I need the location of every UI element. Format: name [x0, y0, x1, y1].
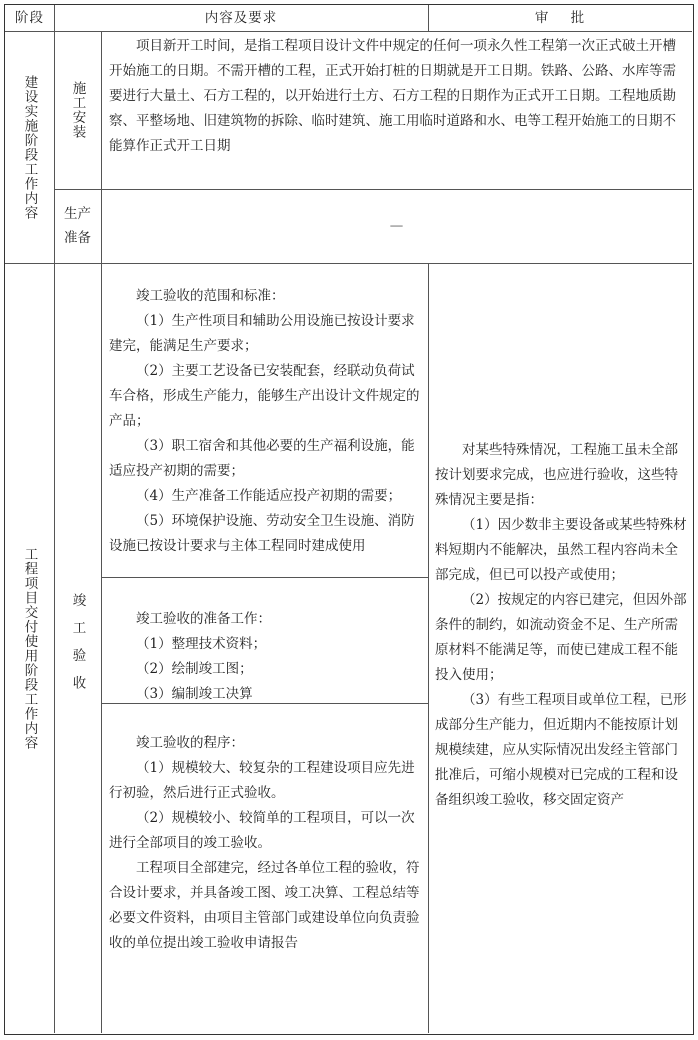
review-line: 对某些特殊情况，工程施工虽未全部按计划要求完成，也应进行验收，这些特殊情况主要是指： — [435, 442, 678, 508]
block3-line: （2）规模较小、较简单的工程项目，可以一次进行全部项目的竣工验收。 — [109, 810, 415, 851]
section1-sub-construction: 施工安装 — [69, 81, 86, 139]
header-divider — [5, 31, 692, 32]
block2-line: （3）编制竣工决算 — [136, 686, 253, 702]
acceptance-procedure-block — [109, 731, 423, 956]
block-divider-1 — [101, 577, 428, 578]
block2-line: （2）绘制竣工图； — [136, 661, 253, 677]
block1-line: 竣工验收的范围和标准： — [136, 288, 285, 304]
block2-line: 竣工验收的准备工作： — [136, 611, 271, 627]
header-content: 内容及要求 — [204, 9, 278, 26]
block3-line: 竣工验收的程序： — [136, 735, 244, 751]
block1-line: （2）主要工艺设备已安装配套，经联动负荷试车合格，形成生产能力，能够生产出设计文件规定的产品； — [109, 363, 420, 429]
acceptance-preparation-block — [109, 607, 423, 707]
section2-sub-acceptance: 竣工验收 — [69, 593, 86, 703]
review-line: （2）按规定的内容已建完，但因外部条件的制约，如流动资金不足、生产所需原材料不能满足等，而使已建成工程不能投入使用； — [435, 592, 687, 683]
header-review: 审 批 — [534, 9, 586, 26]
block1-line: （4）生产准备工作能适应投产初期的需要； — [136, 488, 402, 504]
section1-stage: 建设实施阶段工作内容 — [21, 74, 38, 220]
block3-line: 工程项目全部建完，经过各单位工程的验收，符合设计要求，并具备竣工图、竣工决算、工程总结等必要文件资料，由项目主管部门或建设单位向负责验收的单位提出竣工验收申请报告 — [109, 860, 420, 951]
col-divider-sub — [101, 31, 102, 1033]
acceptance-scope-block — [109, 284, 423, 559]
review-text-block — [435, 438, 687, 813]
preparation-text: — — [389, 217, 404, 234]
review-line: （1）因少数非主要设备或某些特殊材料短期内不能解决，虽然工程内容尚未全部完成，但已可以投产或使用； — [435, 517, 687, 583]
construction-text: 项目新开工时间，是指工程项目设计文件中规定的任何一项永久性工程第一次正式破土开槽开始施工的日期。不需开槽的工程，正式开始打桩的日期就是开工日期。铁路、公路、水库等需要进行大量土、石方工程的，以开始进行土方、石方工程的日期作为正式开工日期。工程地质勘察、平整场地、旧建筑物的拆除、临时建筑、施工用临时道路和水、电等工程开始施工的日期不能算作正式开工日期 — [109, 38, 676, 154]
block3-line: （1）规模较大、较复杂的工程建设项目应先进行初验，然后进行正式验收。 — [109, 760, 415, 801]
header-stage: 阶段 — [15, 9, 44, 26]
requirements-table — [4, 4, 694, 1035]
col-divider-review — [428, 263, 429, 1033]
review-line: （3）有些工程项目或单位工程，已形成部分生产能力，但近期内不能按原计划规模续建，应从实际情况出发经主管部门批准后，可缩小规模对已完成的工程和设备组织竣工验收，移交固定资产 — [435, 692, 687, 808]
block1-line: （1）生产性项目和辅助公用设施已按设计要求建完，能满足生产要求； — [109, 313, 415, 354]
section2-stage: 工程项目交付使用阶段工作内容 — [21, 546, 38, 750]
section1-sub-preparation: 生产准备 — [64, 206, 91, 246]
block1-line: （3）职工宿舍和其他必要的生产福利设施，能适应投产初期的需要； — [109, 438, 415, 479]
section-divider — [5, 263, 692, 264]
block1-line: （5）环境保护设施、劳动安全卫生设施、消防设施已按设计要求与主体工程同时建成使用 — [109, 513, 415, 554]
block2-line: （1）整理技术资料； — [136, 636, 267, 652]
